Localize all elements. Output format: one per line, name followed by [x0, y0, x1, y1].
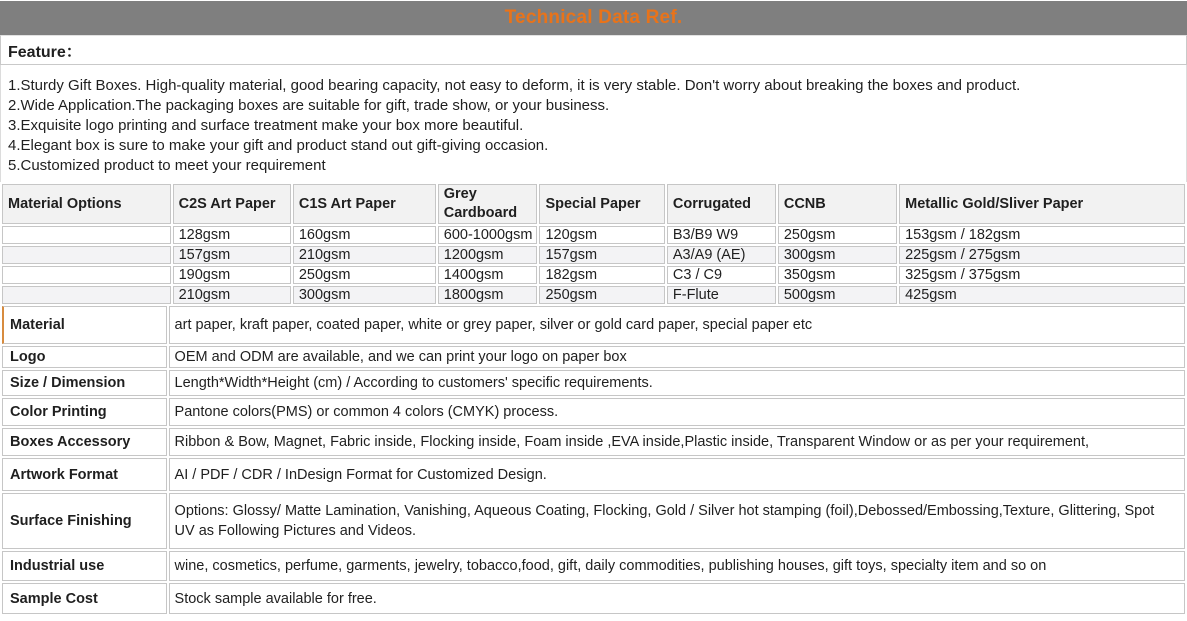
cell	[2, 226, 171, 244]
feature-item-5: 5.Customized product to meet your requirement	[8, 157, 326, 174]
cell: 350gsm	[778, 266, 897, 284]
cell: 157gsm	[173, 246, 291, 264]
spec-label: Logo	[2, 346, 167, 368]
spec-row-boxes-accessory	[2, 428, 1185, 456]
cell: B3/B9 W9	[667, 226, 776, 244]
feature-item-3: 3.Exquisite logo printing and surface treatment make your box more beautiful.	[8, 117, 524, 134]
spec-label: Surface Finishing	[2, 493, 167, 549]
cell: 1800gsm	[438, 286, 538, 304]
cell: A3/A9 (AE)	[667, 246, 776, 264]
title-bar	[0, 1, 1187, 35]
spec-label: Size / Dimension	[2, 370, 167, 396]
spec-table	[0, 304, 1187, 616]
spec-label: Boxes Accessory	[2, 428, 167, 456]
spec-value: Ribbon & Bow, Magnet, Fabric inside, Flocking inside, Foam inside ,EVA inside,Plastic inside, Transparent Window or as per your requirement,	[169, 428, 1185, 456]
table-row	[2, 246, 1185, 264]
spec-row-material	[2, 306, 1185, 344]
table-row	[2, 226, 1185, 244]
cell: 325gsm / 375gsm	[899, 266, 1185, 284]
cell	[2, 286, 171, 304]
cell: 600-1000gsm	[438, 226, 538, 244]
col-header-special-paper: Special Paper	[539, 184, 664, 224]
cell: 250gsm	[293, 266, 436, 284]
feature-item-2: 2.Wide Application.The packaging boxes are suitable for gift, trade show, or your business.	[8, 97, 610, 114]
table-row	[2, 266, 1185, 284]
cell: 210gsm	[293, 246, 436, 264]
cell: 425gsm	[899, 286, 1185, 304]
cell: 153gsm / 182gsm	[899, 226, 1185, 244]
col-header-grey-cardboard: Grey Cardboard	[438, 184, 538, 224]
spec-value: Pantone colors(PMS) or common 4 colors (CMYK) process.	[169, 398, 1185, 426]
material-options-table	[0, 182, 1187, 306]
cell: 190gsm	[173, 266, 291, 284]
material-options-header-row	[2, 184, 1185, 224]
spec-label: Industrial use	[2, 551, 167, 581]
cell: 250gsm	[778, 226, 897, 244]
cell	[2, 266, 171, 284]
cell: C3 / C9	[667, 266, 776, 284]
col-header-corrugated: Corrugated	[667, 184, 776, 224]
cell: 1200gsm	[438, 246, 538, 264]
cell: 300gsm	[778, 246, 897, 264]
spec-label: Material	[2, 306, 167, 344]
feature-list	[0, 65, 1187, 182]
spec-row-sample-cost	[2, 583, 1185, 614]
spec-value: art paper, kraft paper, coated paper, white or grey paper, silver or gold card paper, special paper etc	[169, 306, 1185, 344]
spec-value: Options: Glossy/ Matte Lamination, Vanishing, Aqueous Coating, Flocking, Gold / Silver hot stamping (foil),Debossed/Embossing,Texture, Glittering, Spot UV as Following Pictures and Videos.	[169, 493, 1185, 549]
page-title: Technical Data Ref.	[504, 7, 683, 28]
spec-value: Stock sample available for free.	[169, 583, 1185, 614]
table-row	[2, 286, 1185, 304]
spec-value: AI / PDF / CDR / InDesign Format for Customized Design.	[169, 458, 1185, 491]
feature-item-4: 4.Elegant box is sure to make your gift and product stand out gift-giving occasion.	[8, 137, 549, 154]
cell: F-Flute	[667, 286, 776, 304]
spec-value: OEM and ODM are available, and we can print your logo on paper box	[169, 346, 1185, 368]
cell: 500gsm	[778, 286, 897, 304]
spec-value: Length*Width*Height (cm) / According to customers' specific requirements.	[169, 370, 1185, 396]
spec-row-logo	[2, 346, 1185, 368]
cell	[2, 246, 171, 264]
spec-label: Artwork Format	[2, 458, 167, 491]
spec-row-industrial-use	[2, 551, 1185, 581]
spec-value: wine, cosmetics, perfume, garments, jewelry, tobacco,food, gift, daily commodities, publishing houses, gift toys, specialty item and so on	[169, 551, 1185, 581]
feature-item-1: 1.Sturdy Gift Boxes. High-quality material, good bearing capacity, not easy to deform, it is very stable. Don't worry about breaking the boxes and product.	[8, 77, 1021, 94]
col-header-ccnb: CCNB	[778, 184, 897, 224]
cell: 157gsm	[539, 246, 664, 264]
cell: 182gsm	[539, 266, 664, 284]
cell: 250gsm	[539, 286, 664, 304]
cell: 1400gsm	[438, 266, 538, 284]
cell: 120gsm	[539, 226, 664, 244]
col-header-c1s-art-paper: C1S Art Paper	[293, 184, 436, 224]
cell: 160gsm	[293, 226, 436, 244]
cell: 210gsm	[173, 286, 291, 304]
feature-heading: Feature：	[0, 35, 1187, 65]
cell: 128gsm	[173, 226, 291, 244]
spec-label: Sample Cost	[2, 583, 167, 614]
spec-label: Color Printing	[2, 398, 167, 426]
spec-row-artwork-format	[2, 458, 1185, 491]
cell: 225gsm / 275gsm	[899, 246, 1185, 264]
spec-row-size-dimension	[2, 370, 1185, 396]
col-header-material-options: Material Options	[2, 184, 171, 224]
cell: 300gsm	[293, 286, 436, 304]
spec-row-surface-finishing	[2, 493, 1185, 549]
spec-row-color-printing	[2, 398, 1185, 426]
col-header-metallic-paper: Metallic Gold/Sliver Paper	[899, 184, 1185, 224]
col-header-c2s-art-paper: C2S Art Paper	[173, 184, 291, 224]
